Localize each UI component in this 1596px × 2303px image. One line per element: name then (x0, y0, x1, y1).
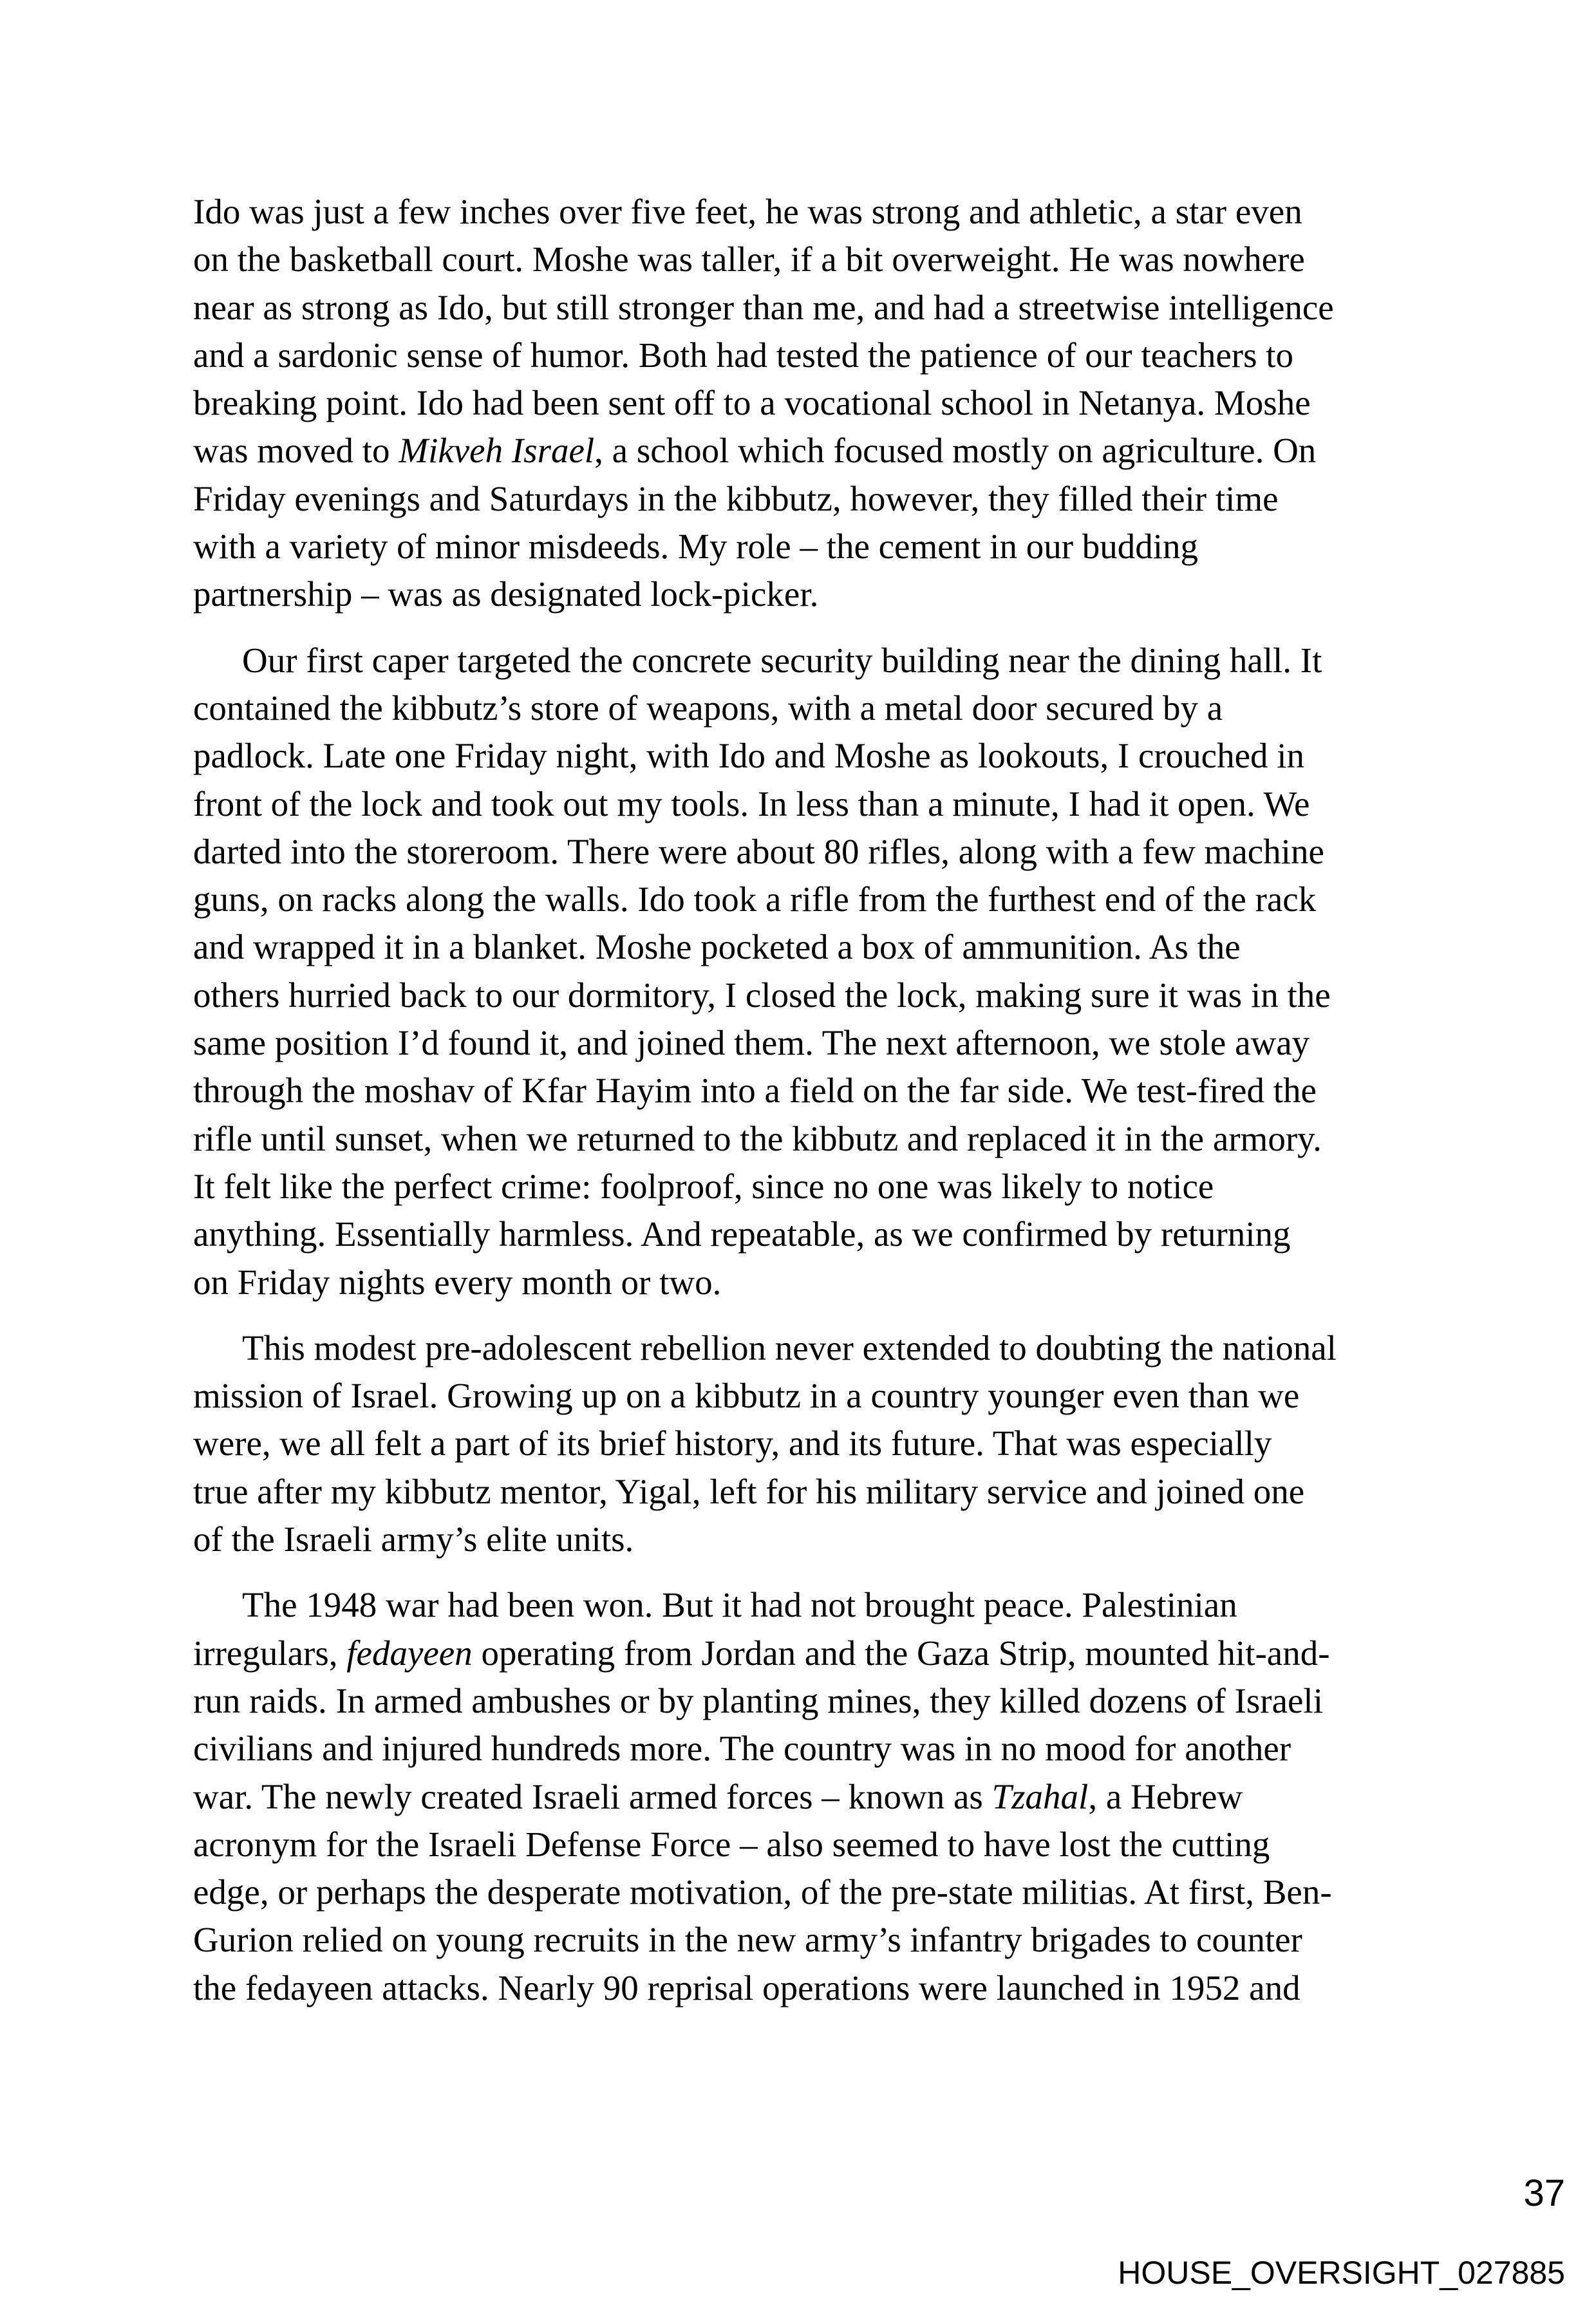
text-run: contained the kibbutz’s store of weapons, with a metal door secured by a (193, 688, 1223, 728)
text-line (193, 1163, 1404, 1210)
text-line (193, 732, 1404, 780)
text-line (193, 1821, 1404, 1868)
document-body (193, 188, 1404, 2030)
text-run: and wrapped it in a blanket. Moshe pocketed a box of ammunition. As the (193, 927, 1241, 967)
text-line (193, 780, 1404, 828)
text-line (193, 236, 1404, 283)
italic-term: fedayeen (346, 1633, 473, 1673)
text-run: The 1948 war had been won. But it had not brought peace. Palestinian (242, 1585, 1237, 1625)
text-line (193, 1725, 1404, 1772)
text-run: Gurion relied on young recruits in the new army’s infantry brigades to counter (193, 1920, 1302, 1960)
text-run: edge, or perhaps the desperate motivation, of the pre-state militias. At first, Ben- (193, 1872, 1332, 1912)
text-run: mission of Israel. Growing up on a kibbutz in a country younger even than we (193, 1376, 1300, 1416)
text-run: same position I’d found it, and joined them. The next afternoon, we stole away (193, 1023, 1310, 1063)
italic-term: Tzahal (991, 1776, 1089, 1816)
text-run: Ido was just a few inches over five feet, he was strong and athletic, a star even (193, 192, 1302, 231)
italic-term: Mikveh Israel (399, 431, 595, 471)
text-run: on Friday nights every month or two. (193, 1262, 722, 1302)
paragraph (193, 1581, 1404, 2012)
text-run: Our first caper targeted the concrete security building near the dining hall. It (242, 640, 1322, 680)
text-run: with a variety of minor misdeeds. My role – the cement in our budding (193, 527, 1199, 567)
page-number: 37 (1523, 2172, 1565, 2214)
text-line (193, 828, 1404, 876)
text-line (193, 1067, 1404, 1114)
text-line (193, 188, 1404, 236)
text-run: Friday evenings and Saturdays in the kibbutz, however, they filled their time (193, 478, 1279, 518)
text-run: It felt like the perfect crime: foolproof, since no one was likely to notice (193, 1166, 1214, 1206)
text-run: on the basketball court. Moshe was taller, if a bit overweight. He was nowhere (193, 240, 1305, 279)
text-run: true after my kibbutz mentor, Yigal, left for his military service and joined one (193, 1471, 1305, 1511)
text-line (193, 1868, 1404, 1916)
text-run: operating from Jordan and the Gaza Strip, mounted hit-and- (472, 1633, 1330, 1673)
text-line (193, 637, 1404, 684)
text-run: the fedayeen attacks. Nearly 90 reprisal operations were launched in 1952 and (193, 1968, 1300, 2007)
text-line (193, 1916, 1404, 1964)
paragraph (193, 1324, 1404, 1563)
text-line (193, 1372, 1404, 1420)
text-run: civilians and injured hundreds more. The country was in no mood for another (193, 1729, 1291, 1769)
text-run: guns, on racks along the walls. Ido took a rifle from the furthest end of the rack (193, 879, 1317, 919)
text-run: through the moshav of Kfar Hayim into a field on the far side. We test-fired the (193, 1071, 1317, 1111)
text-run: acronym for the Israeli Defense Force – also seemed to have lost the cutting (193, 1824, 1270, 1864)
text-line (193, 1773, 1404, 1821)
text-run: This modest pre-adolescent rebellion never extended to doubting the national (242, 1328, 1337, 1368)
text-run: breaking point. Ido had been sent off to a vocational school in Netanya. Moshe (193, 383, 1311, 423)
text-line (193, 332, 1404, 379)
text-line (193, 1964, 1404, 2012)
text-line (193, 427, 1404, 475)
text-line (193, 1677, 1404, 1725)
text-line (193, 1115, 1404, 1163)
text-run: darted into the storeroom. There were about 80 rifles, along with a few machine (193, 831, 1324, 871)
text-run: was moved to (193, 431, 399, 471)
text-run: and a sardonic sense of humor. Both had tested the patience of our teachers to (193, 335, 1294, 375)
text-run: , a school which focused mostly on agriculture. On (594, 431, 1317, 471)
text-line (193, 1630, 1404, 1677)
text-run: were, we all felt a part of its brief history, and its future. That was especially (193, 1424, 1272, 1463)
text-run: anything. Essentially harmless. And repeatable, as we confirmed by returning (193, 1214, 1291, 1254)
text-run: of the Israeli army’s elite units. (193, 1519, 634, 1559)
paragraph (193, 188, 1404, 619)
text-run: front of the lock and took out my tools. In less than a minute, I had it open. We (193, 784, 1310, 823)
text-line (193, 1420, 1404, 1467)
text-line (193, 684, 1404, 732)
bates-footer-id: HOUSE_OVERSIGHT_027885 (1118, 2255, 1565, 2291)
text-run: irregulars, (193, 1633, 347, 1673)
text-line (193, 523, 1404, 570)
text-run: near as strong as Ido, but still stronger than me, and had a streetwise intelligence (193, 287, 1334, 327)
text-run: others hurried back to our dormitory, I closed the lock, making sure it was in the (193, 975, 1331, 1015)
paragraph (193, 637, 1404, 1306)
text-line (193, 570, 1404, 618)
text-line (193, 1019, 1404, 1067)
text-run: run raids. In armed ambushes or by planting mines, they killed dozens of Israeli (193, 1680, 1323, 1720)
text-run: rifle until sunset, when we returned to the kibbutz and replaced it in the armory. (193, 1118, 1322, 1158)
text-run: war. The newly created Israeli armed forces – known as (193, 1776, 992, 1816)
text-line (193, 876, 1404, 923)
text-line (193, 475, 1404, 523)
text-line (193, 284, 1404, 332)
text-line (193, 1324, 1404, 1372)
text-line (193, 379, 1404, 427)
text-line (193, 972, 1404, 1019)
text-line (193, 1581, 1404, 1629)
text-run: , a Hebrew (1088, 1776, 1243, 1816)
text-line (193, 1468, 1404, 1516)
text-line (193, 923, 1404, 971)
text-line (193, 1259, 1404, 1306)
text-line (193, 1516, 1404, 1563)
text-line (193, 1210, 1404, 1258)
text-run: partnership – was as designated lock-picker. (193, 574, 819, 614)
text-run: padlock. Late one Friday night, with Ido and Moshe as lookouts, I crouched in (193, 736, 1305, 776)
